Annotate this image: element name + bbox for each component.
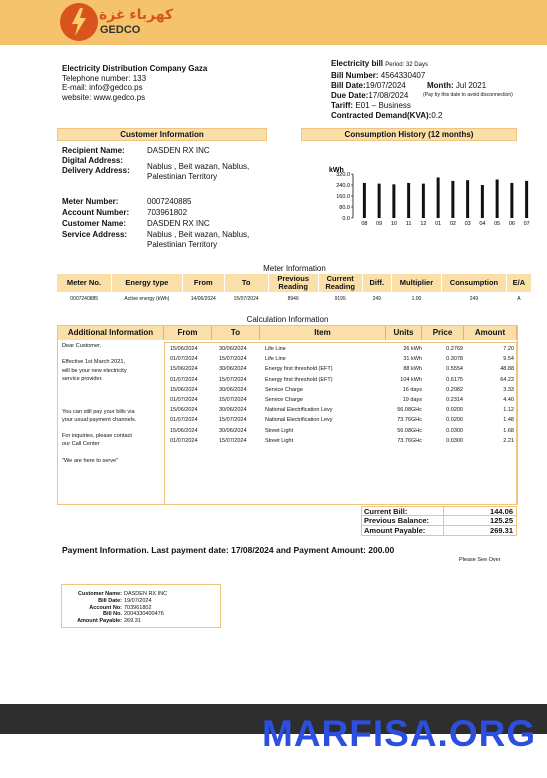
x-tick-label: 12	[420, 221, 427, 227]
calc-price: 0.2314	[446, 397, 463, 403]
bill-date: 19/07/2024	[365, 80, 406, 90]
total-label: Previous Balance:	[364, 516, 430, 525]
calc-from: 01/07/2024	[170, 417, 198, 424]
service-address-label: Service Address:	[62, 230, 128, 239]
calc-amount: 1.12	[503, 407, 514, 414]
x-tick-label: 02	[449, 221, 456, 227]
calc-row	[165, 354, 518, 364]
tariff-label: Tariff:	[331, 100, 354, 110]
bill-month-label: Month:	[427, 80, 454, 90]
logo-text-english: GEDCO	[100, 24, 141, 36]
bill-date-label: Bill Date:	[331, 80, 366, 90]
calc-col-header: Amount	[464, 326, 517, 340]
recipient-label: Recipient Name:	[62, 146, 125, 155]
bill-number: 4564330407	[380, 70, 426, 80]
x-tick-label: 06	[508, 221, 515, 227]
calc-col-header: Additional Information	[58, 326, 164, 340]
recipient-value: DASDEN RX INC	[147, 146, 210, 155]
stub-label: Account No:	[89, 604, 122, 611]
calc-to: 15/07/2024	[219, 397, 247, 403]
consumption-title: Consumption History (12 months)	[301, 128, 517, 141]
x-tick-label: 10	[390, 221, 397, 227]
total-label: Current Bill:	[364, 507, 408, 516]
due-date: 17/08/2024	[368, 90, 409, 100]
chart-bar	[451, 181, 454, 218]
delivery-address-label: Delivery Address:	[62, 166, 130, 175]
calc-row	[165, 405, 518, 415]
meter-col-header: E/A	[506, 274, 531, 292]
x-tick-label: 11	[405, 221, 412, 227]
chart-bar	[510, 183, 513, 218]
totals-box	[361, 506, 517, 536]
additional-info-line: Effective 1st March 2021,	[62, 359, 126, 366]
calc-amount: 4.40	[503, 397, 514, 403]
calc-price: 0.5554	[446, 366, 463, 373]
demand-label: Contracted Demand(KVA):	[331, 110, 432, 120]
additional-info-line: will be your new electricity	[62, 367, 127, 374]
calc-item: Life Line	[265, 346, 286, 352]
calc-units: 73.76GHc	[397, 417, 422, 424]
calc-to: 15/07/2024	[219, 376, 247, 383]
calc-info-title: Calculation Information	[246, 315, 329, 324]
stub-label: Amount Payable:	[77, 618, 122, 625]
calc-units: 73.76GHc	[397, 437, 422, 444]
total-row	[361, 506, 517, 516]
see-over-note: Please See Over	[459, 557, 501, 563]
payment-info: Payment Information. Last payment date: 17/08/2024 and Payment Amount: 200.00	[62, 545, 395, 555]
customer-info-title: Customer Information	[57, 128, 267, 141]
stub-label: Customer Name:	[77, 591, 122, 597]
calc-price: 0.0200	[446, 417, 463, 424]
calc-item: Service Charge	[265, 386, 303, 393]
account-number-label: Account Number:	[62, 208, 130, 217]
calc-to: 30/06/2024	[219, 366, 247, 373]
customer-name-value: DASDEN RX INC	[147, 219, 210, 228]
additional-info-line: service provider.	[62, 375, 103, 382]
due-date-label: Due Date:	[331, 90, 369, 100]
calc-to: 30/06/2024	[219, 346, 247, 352]
calc-col-header: Item	[260, 326, 386, 340]
tariff: E01 – Business	[355, 100, 411, 110]
calc-price: 0.6175	[446, 376, 463, 383]
meter-cell: Active energy (kWh)	[124, 295, 170, 302]
calc-units: 16 days	[402, 386, 422, 393]
total-value: 125.25	[443, 516, 513, 526]
calc-amount: 1.48	[503, 417, 514, 424]
total-value: 144.06	[443, 507, 513, 517]
x-tick-label: 05	[494, 221, 501, 227]
additional-info-line	[62, 383, 162, 391]
calc-from: 15/06/2024	[170, 386, 198, 393]
calc-price: 0.2769	[446, 346, 463, 352]
calc-amount: 48.88	[500, 366, 514, 373]
calc-price: 0.3078	[446, 356, 463, 363]
additional-info-line: "We are here to serve"	[62, 457, 119, 464]
demand: 0.2	[431, 110, 443, 120]
calc-from: 01/07/2024	[170, 356, 198, 363]
meter-cell: 1.00	[411, 295, 422, 302]
company-info	[62, 64, 207, 102]
calc-to: 15/07/2024	[219, 356, 247, 363]
chart-bar	[496, 180, 499, 219]
calc-from: 01/07/2024	[170, 376, 198, 383]
calc-price: 0.0300	[446, 427, 463, 434]
chart-bar	[422, 184, 425, 218]
calc-units: 56.08GHc	[397, 427, 422, 434]
y-tick-label: 320.0	[336, 172, 350, 178]
calc-amount: 3.33	[503, 386, 514, 393]
meter-table	[57, 274, 532, 302]
additional-info-line: For inquiries, please contact	[62, 433, 132, 440]
meter-number-value: 0007240885	[147, 197, 192, 206]
chart-bar	[378, 184, 381, 218]
stub-label: Bill No.	[103, 611, 122, 618]
meter-cell: 15/07/2024	[233, 295, 259, 302]
payment-stub	[61, 584, 221, 628]
calc-row	[165, 385, 518, 395]
lightning-bolt-icon	[70, 8, 88, 36]
calc-from: 15/06/2024	[170, 346, 198, 352]
meter-number-label: Meter Number:	[62, 197, 119, 206]
additional-info-line	[62, 399, 162, 407]
bill-month: Jul 2021	[455, 80, 487, 90]
additional-info-line: You can still pay your bills via	[62, 408, 135, 415]
calc-to: 30/06/2024	[219, 427, 247, 434]
calc-from: 15/06/2024	[170, 366, 198, 373]
additional-info-line	[62, 391, 162, 399]
calc-units: 56.08GHc	[397, 407, 422, 414]
calc-item: Service Charge	[265, 397, 303, 403]
x-tick-label: 03	[464, 221, 471, 227]
calc-amount: 64.22	[500, 376, 514, 383]
bill-number-label: Bill Number:	[331, 70, 379, 80]
x-tick-label: 04	[479, 221, 486, 227]
stub-value: 703961802	[124, 604, 152, 611]
total-row	[361, 526, 517, 536]
company-email: E-mail: info@gedco.ps	[62, 83, 143, 93]
customer-name-label: Customer Name:	[62, 219, 127, 228]
calc-item: Life Line	[265, 356, 286, 363]
additional-info-line: our Call Center	[62, 441, 100, 448]
calc-from: 01/07/2024	[170, 397, 198, 403]
meter-col-header: Energy type	[111, 274, 182, 292]
meter-cell: 0007240885	[70, 295, 99, 302]
calc-units: 26 kWh	[403, 346, 422, 352]
calc-col-header: Units	[386, 326, 422, 340]
company-telephone: Telephone number: 133	[62, 73, 147, 83]
stub-value: DASDEN RX INC	[124, 591, 168, 597]
meter-cell: 14/06/2024	[190, 295, 216, 302]
meter-col-header: To	[224, 274, 268, 292]
digital-address-label: Digital Address:	[62, 156, 124, 165]
calc-item: National Electrification Levy	[265, 407, 333, 414]
calc-units: 88 kWh	[403, 366, 422, 373]
chart-bar	[525, 181, 528, 218]
y-tick-label: 160.0	[336, 194, 350, 200]
calc-to: 30/06/2024	[219, 407, 247, 414]
meter-col-header: Diff.	[362, 274, 391, 292]
bill-info	[331, 59, 541, 120]
additional-info-line	[62, 350, 162, 358]
account-number-value: 703961802	[147, 208, 188, 217]
additional-info-line: Dear Customer,	[62, 343, 102, 349]
meter-cell: 8946	[287, 295, 299, 302]
calc-col-header: To	[212, 326, 260, 340]
stub-value: 2004330400476	[124, 611, 164, 618]
calc-item: National Electrification Levy	[265, 417, 333, 424]
meter-col-header: Current Reading	[318, 274, 362, 292]
calc-amount: 1.68	[503, 427, 514, 434]
chart-bar	[407, 183, 410, 218]
calc-units: 19 days	[402, 397, 422, 403]
bill-period: Period: 32 Days	[385, 62, 428, 68]
meter-col-header: Previous Reading	[268, 274, 318, 292]
calc-price: 0.0300	[446, 437, 463, 444]
delivery-address-value: Nablus , Beit wazan, Nablus, Palestinian Territory	[147, 162, 250, 181]
y-axis-label: kWh	[329, 167, 344, 174]
calc-price: 0.2082	[446, 386, 463, 393]
chart-bar	[466, 180, 469, 218]
watermark: MARFISA.ORG	[262, 713, 537, 754]
additional-info	[62, 342, 162, 465]
calc-from: 15/06/2024	[170, 427, 198, 434]
calc-items	[164, 342, 517, 505]
calc-row	[165, 415, 518, 425]
additional-info-line	[62, 424, 162, 432]
chart-bar	[363, 183, 366, 218]
calc-row	[165, 395, 518, 405]
calc-price: 0.0200	[446, 407, 463, 414]
calc-to: 15/07/2024	[219, 417, 247, 424]
meter-cell: 9195	[334, 295, 346, 302]
chart-bar	[481, 185, 484, 218]
total-value: 269.31	[443, 526, 513, 536]
meter-col-header: Consumption	[442, 274, 507, 292]
company-name: Electricity Distribution Company Gaza	[62, 64, 208, 73]
company-website: website: www.gedco.ps	[62, 92, 146, 102]
chart-bar	[392, 184, 395, 218]
logo-text-arabic: كهرباء غزة	[99, 6, 174, 22]
meter-info-title: Meter Information	[263, 264, 326, 273]
calc-to: 15/07/2024	[219, 437, 247, 444]
calc-col-header: Price	[422, 326, 464, 340]
y-tick-label: 80.0	[339, 205, 350, 211]
calc-amount: 9.54	[503, 356, 514, 363]
calc-item: Street Light	[265, 437, 294, 444]
calc-header	[58, 326, 517, 340]
x-tick-label: 01	[435, 221, 442, 227]
x-tick-label: 08	[361, 221, 368, 227]
calc-box	[57, 325, 518, 505]
calc-to: 30/06/2024	[219, 386, 247, 393]
calc-col-header: From	[164, 326, 212, 340]
chart-bar	[437, 177, 440, 218]
service-address-value: Nablus , Beit wazan, Nablus, Palestinian Territory	[147, 230, 250, 249]
calc-units: 104 kWh	[400, 376, 422, 383]
additional-info-line	[62, 448, 162, 456]
y-tick-label: 240.0	[336, 183, 350, 189]
calc-row	[165, 375, 518, 385]
meter-row	[57, 292, 532, 302]
stub-label: Bill Date:	[98, 597, 122, 604]
calc-item: Street Light	[265, 427, 294, 434]
calc-amount: 7.20	[503, 346, 514, 352]
meter-account-block	[62, 197, 272, 252]
meter-col-header: Multiplier	[391, 274, 441, 292]
calc-row	[165, 426, 518, 436]
due-note: (Pay by this date to avoid disconnection)	[423, 91, 513, 98]
calc-from: 15/06/2024	[170, 407, 198, 414]
total-row	[361, 516, 517, 526]
stub-value: 19/07/2024	[124, 597, 152, 604]
meter-cell: 249	[469, 295, 479, 302]
y-tick-label: 0.0	[342, 216, 350, 222]
calc-row	[165, 436, 518, 446]
calc-amount: 2.21	[503, 437, 514, 444]
calc-item: Energy first threshold (EFT)	[265, 366, 333, 373]
meter-cell: A	[517, 295, 521, 302]
recipient-block	[62, 146, 272, 196]
x-tick-label: 07	[523, 221, 530, 227]
calc-row	[165, 364, 518, 374]
meter-col-header: Meter No.	[57, 274, 111, 292]
bill-title: Electricity bill	[331, 59, 384, 68]
calc-row	[165, 344, 518, 354]
x-tick-label: 09	[376, 221, 383, 227]
consumption-chart	[326, 165, 536, 231]
stub-value: 269.31	[124, 618, 141, 625]
calc-item: Energy first threshold (EFT)	[265, 376, 333, 383]
calc-units: 31 kWh	[403, 356, 422, 363]
calc-from: 01/07/2024	[170, 437, 198, 444]
meter-col-header: From	[182, 274, 224, 292]
additional-info-line: your usual payment channels.	[62, 416, 137, 423]
meter-cell: 249	[372, 295, 381, 302]
total-label: Amount Payable:	[364, 526, 426, 535]
